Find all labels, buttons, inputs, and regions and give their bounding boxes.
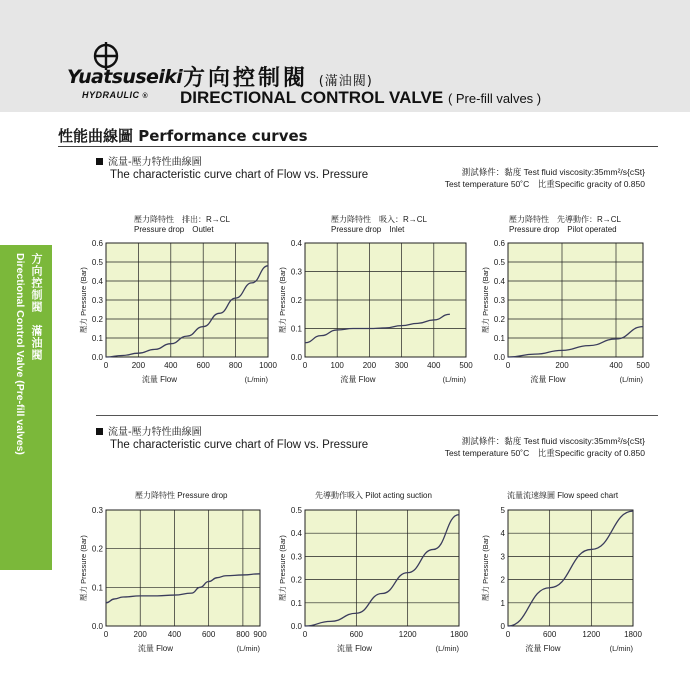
y-tick-label: 0.4 xyxy=(290,529,302,539)
section-heading: 性能曲線圖 Performance curves xyxy=(58,127,308,145)
y-tick-label: 5 xyxy=(500,506,505,515)
x-tick-label: 600 xyxy=(201,630,216,639)
x-tick-label: 0 xyxy=(505,361,511,370)
y-tick-label: 0.3 xyxy=(493,296,505,305)
x-tick-label: 1800 xyxy=(624,630,642,639)
x-tick-label: 200 xyxy=(555,361,569,370)
x-tick-label: 200 xyxy=(362,361,377,370)
x-tick-label: 500 xyxy=(459,361,473,370)
x-tick-label: 600 xyxy=(196,361,210,370)
y-tick-label: 0.1 xyxy=(290,598,302,608)
x-axis-unit: (L/min) xyxy=(442,375,466,384)
y-tick-label: 0.1 xyxy=(493,334,505,343)
x-tick-label: 800 xyxy=(236,630,250,639)
x-tick-label: 0 xyxy=(103,361,109,370)
title-en-paren: ( Pre-fill valves ) xyxy=(447,91,542,106)
brand-sub-text: HYDRAULIC xyxy=(82,90,140,100)
y-tick-label: 0.0 xyxy=(290,353,302,362)
title-en-main: DIRECTIONAL CONTROL VALVE xyxy=(180,88,444,107)
x-tick-label: 800 xyxy=(228,361,243,370)
y-tick-label: 0.4 xyxy=(290,239,302,248)
y-tick-label: 0.1 xyxy=(91,583,103,593)
y-tick-label: 0.1 xyxy=(91,334,103,343)
x-axis-label: 流量 Flow xyxy=(525,644,561,653)
x-tick-label: 400 xyxy=(167,630,182,639)
chart-title: 壓力降特性 先導動作：R→CL xyxy=(509,215,622,224)
group2-cond-line1: 測試條件：黏度 Test fluid viscosity:35mm²/s{cSt} xyxy=(461,436,645,446)
y-tick-label: 1 xyxy=(500,598,505,608)
x-axis-label: 流量 Flow xyxy=(530,375,566,384)
x-tick-label: 400 xyxy=(609,361,623,370)
y-tick-label: 0.3 xyxy=(91,506,103,515)
group1-cond-line1: 測試條件：黏度 Test fluid viscosity:35mm²/s{cSt} xyxy=(461,167,645,177)
plot-area xyxy=(305,510,459,626)
y-tick-label: 0.0 xyxy=(91,622,103,631)
x-axis-unit: (L/min) xyxy=(244,375,268,384)
x-axis-unit: (L/min) xyxy=(609,644,633,653)
y-tick-label: 0.0 xyxy=(290,622,302,631)
group2-cond-line2: Test temperature 50˚C 比重Specific gracity of 0.850 xyxy=(444,448,645,458)
group1-title-cn: 流量-壓力特性曲線圖 xyxy=(108,157,202,168)
side-tab-label-en: Directional Control Valve (Pre-fill valves) xyxy=(14,253,26,455)
chart-title: 流量流速線圖 Flow speed chart xyxy=(507,491,619,500)
y-tick-label: 0.4 xyxy=(493,277,505,286)
group2-title-cn: 流量-壓力特性曲線圖 xyxy=(108,427,202,438)
x-tick-label: 1800 xyxy=(450,630,468,639)
chart-title: 壓力降特性 吸入：R→CL xyxy=(331,215,428,224)
x-tick-label: 300 xyxy=(394,361,409,370)
y-tick-label: 0.5 xyxy=(493,258,505,267)
title-cn-paren: (滿油閥) xyxy=(318,74,373,89)
y-tick-label: 0.5 xyxy=(290,506,302,515)
y-axis-label: 壓力 Pressure (Bar) xyxy=(481,267,490,333)
y-tick-label: 0.6 xyxy=(493,239,505,248)
y-tick-label: 0.2 xyxy=(493,315,505,324)
x-tick-label: 0 xyxy=(302,630,308,639)
y-tick-label: 2 xyxy=(500,575,505,585)
y-tick-label: 0.2 xyxy=(91,544,103,554)
x-axis-label: 流量 Flow xyxy=(141,375,177,384)
y-tick-label: 0.2 xyxy=(91,315,103,324)
registered-mark: ® xyxy=(142,93,149,100)
x-tick-label: 400 xyxy=(427,361,441,370)
group2-title-en: The characteristic curve chart of Flow vs. Pressure xyxy=(110,439,369,451)
x-axis-unit: (L/min) xyxy=(435,644,459,653)
x-tick-label: 600 xyxy=(542,630,557,639)
side-tab-label-cn: 方向控制閥 滿油閥 xyxy=(30,253,43,361)
plot-area xyxy=(106,510,260,626)
x-tick-label: 1200 xyxy=(582,630,601,639)
y-tick-label: 0.6 xyxy=(91,239,103,248)
group1-cond-line2: Test temperature 50˚C 比重Specific gracity of 0.850 xyxy=(444,179,645,189)
y-tick-label: 4 xyxy=(500,529,505,539)
title-cn-main: 方向控制閥 xyxy=(183,66,309,91)
chart-title: 壓力降特性 排出：R→CL xyxy=(134,215,231,224)
x-tick-label: 900 xyxy=(253,630,267,639)
y-tick-label: 0.3 xyxy=(290,552,302,562)
chart-subtitle: Pressure drop Pilot operated xyxy=(509,225,617,234)
x-tick-label: 200 xyxy=(131,361,146,370)
x-tick-label: 400 xyxy=(164,361,178,370)
y-axis-label: 壓力 Pressure (Bar) xyxy=(79,267,88,333)
y-tick-label: 0.2 xyxy=(290,575,302,585)
x-axis-label: 流量 Flow xyxy=(340,375,376,384)
x-axis-label: 流量 Flow xyxy=(336,644,372,653)
x-tick-label: 1200 xyxy=(398,630,417,639)
y-tick-label: 0.0 xyxy=(91,353,103,362)
x-tick-label: 200 xyxy=(133,630,147,639)
x-axis-label: 流量 Flow xyxy=(137,644,173,653)
y-axis-label: 壓力 Pressure (Bar) xyxy=(278,535,287,601)
x-tick-label: 100 xyxy=(330,361,344,370)
x-tick-label: 600 xyxy=(349,630,364,639)
y-tick-label: 0.0 xyxy=(493,353,505,362)
y-tick-label: 0.4 xyxy=(91,277,103,286)
y-axis-label: 壓力 Pressure (Bar) xyxy=(278,267,287,333)
y-tick-label: 0 xyxy=(500,622,505,631)
y-tick-label: 0.3 xyxy=(91,296,103,305)
chart-subtitle: Pressure drop Inlet xyxy=(331,225,405,234)
y-axis-label: 壓力 Pressure (Bar) xyxy=(79,535,88,601)
y-tick-label: 0.3 xyxy=(290,267,302,277)
x-axis-unit: (L/min) xyxy=(236,644,260,653)
y-axis-label: 壓力 Pressure (Bar) xyxy=(481,535,490,601)
chart-title: 先導動作吸入 Pilot acting suction xyxy=(315,491,432,500)
x-tick-label: 0 xyxy=(302,361,308,370)
y-tick-label: 3 xyxy=(500,552,505,562)
chart-subtitle: Pressure drop Outlet xyxy=(134,225,214,234)
group1-title-en: The characteristic curve chart of Flow vs. Pressure xyxy=(110,169,369,181)
y-tick-label: 0.2 xyxy=(290,296,302,305)
x-tick-label: 500 xyxy=(636,361,650,370)
x-tick-label: 0 xyxy=(505,630,511,639)
chart-title: 壓力降特性 Pressure drop xyxy=(135,491,228,500)
brand-name: Yuatsuseiki xyxy=(67,66,183,88)
x-tick-label: 0 xyxy=(103,630,109,639)
x-tick-label: 1000 xyxy=(259,361,277,370)
y-tick-label: 0.5 xyxy=(91,258,103,267)
x-axis-unit: (L/min) xyxy=(619,375,643,384)
y-tick-label: 0.1 xyxy=(290,324,302,334)
